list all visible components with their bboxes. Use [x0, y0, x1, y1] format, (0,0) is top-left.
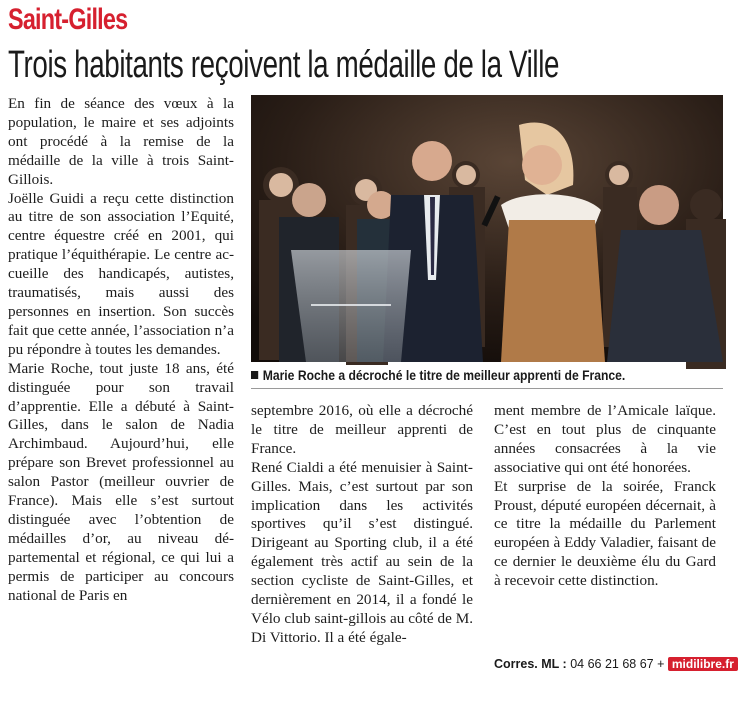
- correspondent-credit: [494, 657, 734, 677]
- event-photo: [251, 95, 723, 362]
- photo-illustration: [251, 95, 723, 362]
- correspondent-label: Corres. ML :: [494, 657, 567, 671]
- photo-caption: [251, 368, 676, 386]
- paragraph: Marie Roche, tout juste 18 ans, été distinguée pour son travail d’apprentie. Elle a débuté à Saint-Gilles, dans le salon de Nadia Archimbaud. Aujourd’hui, elle prépare son Brevet professionnel au salon Pastor (meilleur ouvrier de France). Mais elle s’est surtout distinguée avec l’obtention de médailles d’or, au niveau départemental et régional, ce qui lui a permis de participer au concours national de Paris en: [8, 359, 234, 604]
- text-column-2: [251, 402, 473, 648]
- caption-divider: [251, 388, 723, 389]
- caption-text: Marie Roche a décroché le titre de meilleur apprenti de France.: [262, 368, 626, 383]
- section-kicker: Saint-Gilles: [8, 3, 128, 36]
- text-column-1: [8, 95, 234, 605]
- brand-logo: midilibre.fr: [668, 657, 738, 671]
- paragraph: ment membre de l’Amicale laïque. C’est en tout plus de cinquante années consacrées à la vie associative qui ont été honorées.: [494, 402, 716, 476]
- article-headline: Trois habitants reçoivent la médaille de la Ville: [8, 44, 560, 86]
- paragraph: En fin de séance des vœux à la population, le maire et ses adjoints ont procédé à la remise de la médaille de la ville à trois Saint-Gillois.: [8, 95, 234, 188]
- paragraph: septembre 2016, où elle a décroché le titre de meilleur apprenti de France.: [251, 402, 473, 457]
- text-column-3: [494, 402, 716, 591]
- paragraph: Et surprise de la soirée, Franck Proust, député européen décernait, à ce titre la médaille du Parlement européen à Eddy Valadier, faisant de ce dernier le deuxième élu du Gard à recevoir cette distinction.: [494, 477, 716, 590]
- correspondent-phone: 04 66 21 68 67 +: [570, 657, 665, 671]
- caption-bullet: [251, 371, 258, 379]
- paragraph: René Cialdi a été menuisier à Saint-Gilles. Mais, c’est surtout par son implication dans les activités sportives qu’il s’est distingué. Dirigeant au Sporting club, il a été également très actif au sein de la section cycliste de Saint-Gilles, et dernièrement en 2014, il a fondé le Vélo club saint-gillois au côté de M. Di Vittorio. Il a été égale-: [251, 458, 473, 646]
- paragraph: Joëlle Guidi a reçu cette distinction au titre de son association l’Equité, centre équestre créé en 2001, qui pratique l’équithérapie. Le centre accueille des handicapés, autistes, traumatisés, mais aussi des personnes en insertion. Son succès fait que cette année, l’association n’a pu répondre à toutes les demandes.: [8, 189, 234, 358]
